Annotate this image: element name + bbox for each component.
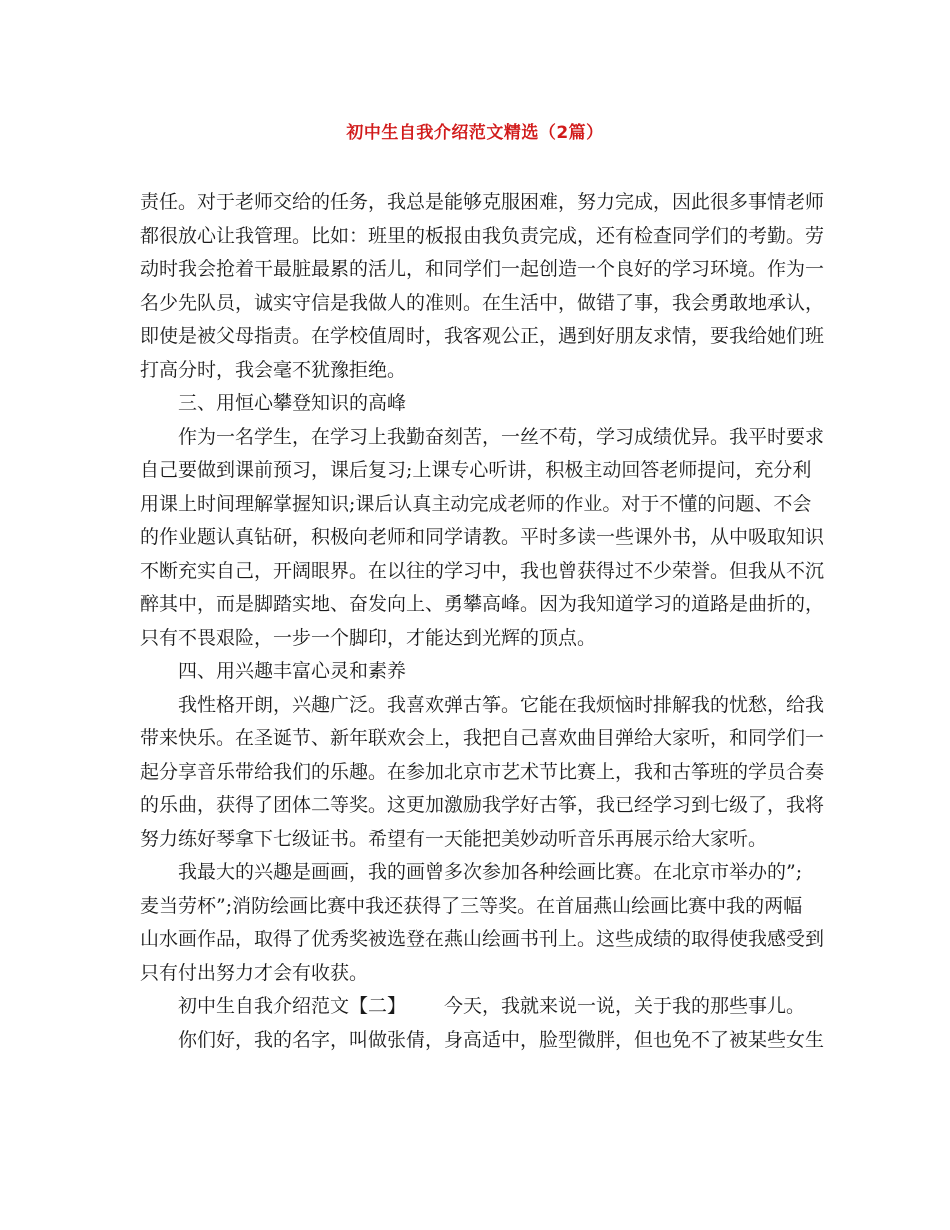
paragraph-line: 三、用恒心攀登知识的高峰	[178, 392, 407, 414]
paragraph-line: 责任。对于老师交给的任务，我总是能够克服困难，努力完成，因此很多事情老师	[140, 191, 825, 213]
paragraph-line: 带来快乐。在圣诞节、新年联欢会上，我把自己喜欢曲目弹给大家听，和同学们一	[140, 727, 825, 749]
paragraph-line: 打高分时，我会毫不犹豫拒绝。	[140, 358, 407, 381]
paragraph-line: 名少先队员，诚实守信是我做人的准则。在生活中，做错了事，我会勇敢地承认，	[140, 291, 825, 314]
paragraph-line: 麦当劳杯”;消防绘画比赛中我还获得了三等奖。在首届燕山绘画比赛中我的两幅	[140, 894, 803, 917]
paragraph-line: 即使是被父母指责。在学校值周时，我客观公正，遇到好朋友求情，要我给她们班	[140, 325, 825, 347]
paragraph-line: 四、用兴趣丰富心灵和素养	[178, 660, 407, 682]
paragraph-line: 醉其中，而是脚踏实地、奋发向上、勇攀高峰。因为我知道学习的道路是曲折的，	[140, 593, 825, 615]
paragraph-line: 起分享音乐带给我们的乐趣。在参加北京市艺术节比赛上，我和古筝班的学员合奏	[140, 760, 825, 783]
paragraph-line: 我最大的兴趣是画画，我的画曾多次参加各种绘画比赛。在北京市举办的”;	[178, 861, 803, 883]
paragraph-line: 的乐曲，获得了团体二等奖。这更加激励我学好古筝，我已经学习到七级了，我将	[140, 794, 825, 816]
paragraph-line: 只有付出努力才会有收获。	[140, 961, 369, 984]
paragraph-line: 我性格开朗，兴趣广泛。我喜欢弹古筝。它能在我烦恼时排解我的忧愁，给我	[178, 693, 825, 716]
section-heading-text: 今天，我就来说一说，关于我的那些事儿。	[444, 995, 806, 1017]
paragraph-line: 动时我会抢着干最脏最累的活儿，和同学们一起创造一个良好的学习环境。作为一	[140, 258, 825, 280]
paragraph-line: 自己要做到课前预习，课后复习;上课专心听讲，积极主动回答老师提问，充分利	[140, 459, 812, 481]
paragraph-line: 你们好，我的名字，叫做张倩，身高适中，脸型微胖，但也免不了被某些女生	[178, 1028, 825, 1051]
paragraph-line: 作为一名学生，在学习上我勤奋刻苦，一丝不苟，学习成绩优异。我平时要求	[178, 425, 825, 448]
document-title: 初中生自我介绍范文精选（2篇）	[346, 123, 604, 143]
paragraph-line: 只有不畏艰险，一步一个脚印，才能达到光辉的顶点。	[140, 626, 597, 649]
paragraph-line: 用课上时间理解掌握知识;课后认真主动完成老师的作业。对于不懂的问题、不会	[140, 492, 812, 515]
section-heading-label: 初中生自我介绍范文【二】	[178, 995, 407, 1017]
paragraph-line: 的作业题认真钻研，积极向老师和同学请教。平时多读一些课外书，从中吸取知识	[140, 526, 825, 548]
paragraph-line: 不断充实自己，开阔眼界。在以往的学习中，我也曾获得过不少荣誉。但我从不沉	[140, 559, 825, 582]
paragraph-line: 山水画作品，取得了优秀奖被选登在燕山绘画书刊上。这些成绩的取得使我感受到	[140, 928, 825, 950]
document-body	[140, 186, 825, 1057]
section-heading-line	[140, 990, 820, 1024]
paragraph-line: 努力练好琴拿下七级证书。希望有一天能把美妙动听音乐再展示给大家听。	[140, 827, 768, 850]
paragraph-line: 都很放心让我管理。比如：班里的板报由我负责完成，还有检查同学们的考勤。劳	[140, 224, 825, 247]
